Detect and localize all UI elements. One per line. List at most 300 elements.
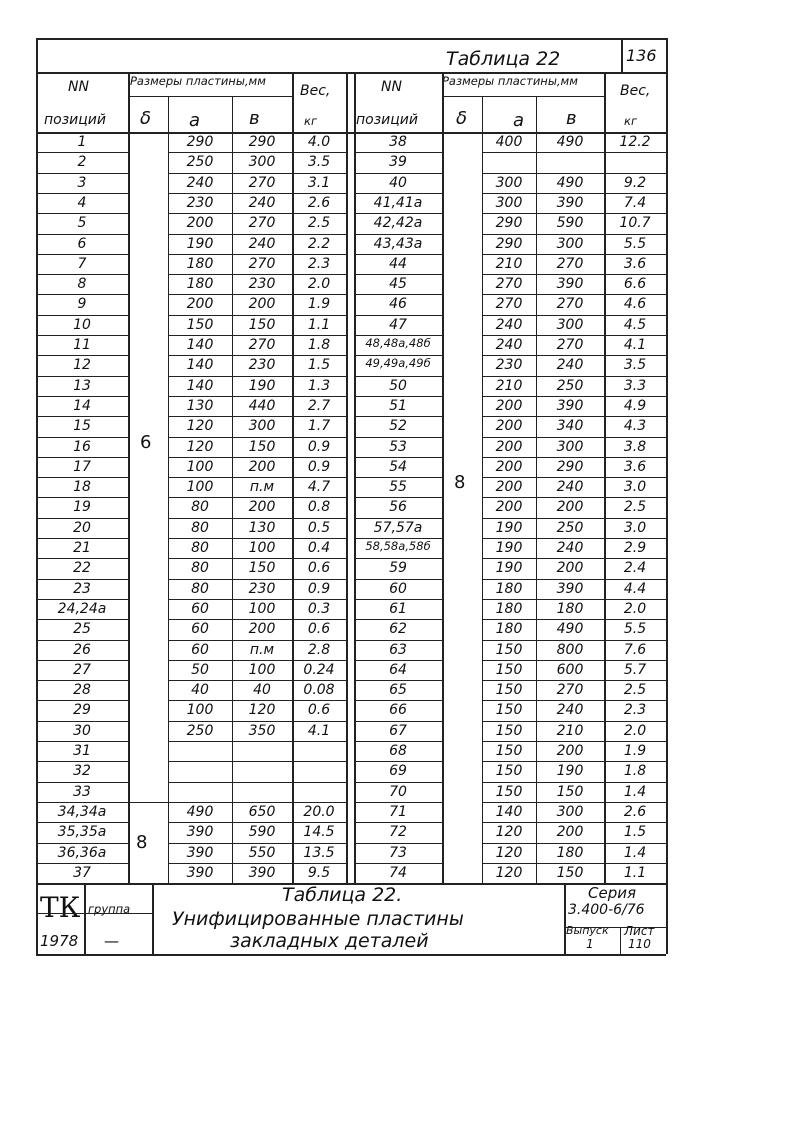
right-cell-a: 290 xyxy=(495,215,523,232)
left-cell-pos: 9 xyxy=(77,296,87,313)
right-cell-w: 4.1 xyxy=(623,337,647,353)
grid-line xyxy=(354,274,442,275)
grid-line xyxy=(354,152,442,153)
stamp-issue-label: Выпуск xyxy=(566,924,609,937)
right-cell-w: 1.9 xyxy=(623,743,647,759)
grid-line xyxy=(482,721,666,722)
left-cell-b: 270 xyxy=(248,174,276,191)
grid-line xyxy=(482,822,666,823)
right-cell-w: 3.6 xyxy=(623,255,647,272)
grid-line xyxy=(168,234,346,235)
right-cell-w: 4.3 xyxy=(623,418,647,435)
grid-line xyxy=(36,538,128,539)
left-cell-a: 490 xyxy=(186,803,214,820)
grid-line xyxy=(168,497,346,498)
right-cell-a: 270 xyxy=(495,276,523,293)
right-cell-w: 2.4 xyxy=(623,560,647,577)
col-weight-bottom-right: кг xyxy=(624,114,637,128)
right-cell-w: 5.5 xyxy=(623,235,647,252)
left-cell-pos: 30 xyxy=(73,722,91,739)
col-pos-top-right: NN xyxy=(381,79,402,95)
grid-line xyxy=(354,477,442,478)
grid-line xyxy=(354,437,442,438)
delta-group-8: 8 xyxy=(136,832,148,853)
right-cell-a: 300 xyxy=(495,194,523,211)
grid-line xyxy=(168,477,346,478)
grid-line xyxy=(354,802,442,803)
grid-line xyxy=(36,680,128,681)
grid-line xyxy=(482,274,666,275)
left-cell-w: 0.08 xyxy=(303,682,335,699)
right-cell-w: 3.6 xyxy=(623,458,647,475)
right-cell-a: 200 xyxy=(495,418,523,435)
left-cell-b: 650 xyxy=(248,803,276,820)
right-cell-a: 230 xyxy=(495,357,523,374)
col-b-right: в xyxy=(566,108,577,129)
stamp-group-value: — xyxy=(104,932,119,950)
grid-line xyxy=(354,355,442,356)
grid-line xyxy=(168,599,346,600)
grid-line xyxy=(168,457,346,458)
right-cell-a: 400 xyxy=(495,134,523,150)
grid-line xyxy=(36,254,128,255)
left-cell-a: 250 xyxy=(186,154,214,171)
right-cell-w: 2.0 xyxy=(623,600,647,617)
grid-line xyxy=(482,761,666,762)
right-cell-pos: 53 xyxy=(389,438,407,455)
right-cell-w: 1.1 xyxy=(623,864,647,881)
left-cell-pos: 15 xyxy=(73,418,91,435)
left-cell-w: 0.9 xyxy=(307,458,331,475)
left-cell-pos: 31 xyxy=(73,743,91,759)
left-cell-w: 0.6 xyxy=(307,560,331,577)
left-cell-a: 80 xyxy=(191,560,209,577)
grid-line xyxy=(168,355,346,356)
left-cell-a: 140 xyxy=(186,337,214,353)
right-cell-pos: 63 xyxy=(389,641,407,658)
delta-group-6: 6 xyxy=(140,432,152,453)
grid-line xyxy=(168,721,346,722)
left-cell-pos: 18 xyxy=(73,479,91,496)
right-cell-pos: 58,58а,58б xyxy=(365,539,431,553)
grid-line xyxy=(36,782,128,783)
right-cell-a: 300 xyxy=(495,174,523,191)
left-cell-w: 0.9 xyxy=(307,580,331,597)
left-cell-a: 100 xyxy=(186,458,214,475)
right-cell-a: 140 xyxy=(495,803,523,820)
left-cell-a: 180 xyxy=(186,255,214,272)
left-cell-a: 390 xyxy=(186,864,214,881)
grid-line xyxy=(168,843,346,844)
left-cell-pos: 6 xyxy=(77,235,87,252)
left-cell-pos: 37 xyxy=(73,864,91,881)
right-cell-pos: 46 xyxy=(389,296,407,313)
left-cell-pos: 34,34а xyxy=(57,803,107,820)
left-cell-pos: 23 xyxy=(73,580,91,597)
grid-line xyxy=(482,579,666,580)
grid-line xyxy=(482,315,666,316)
grid-line xyxy=(354,497,442,498)
grid-line xyxy=(36,38,38,954)
grid-line xyxy=(36,863,128,864)
grid-line xyxy=(168,376,346,377)
left-cell-pos: 8 xyxy=(77,276,87,293)
table-label: Таблица 22 xyxy=(446,48,561,70)
left-cell-b: 190 xyxy=(248,377,276,394)
right-cell-b: 590 xyxy=(556,215,584,232)
right-cell-pos: 61 xyxy=(389,600,407,617)
left-cell-b: 350 xyxy=(248,722,276,739)
stamp-sheet-value: 110 xyxy=(628,937,651,951)
right-cell-a: 180 xyxy=(495,580,523,597)
right-cell-b: 300 xyxy=(556,316,584,333)
right-cell-a: 190 xyxy=(495,519,523,536)
right-cell-a: 270 xyxy=(495,296,523,313)
grid-line xyxy=(482,396,666,397)
right-cell-b: 240 xyxy=(556,540,584,556)
left-cell-w: 1.5 xyxy=(307,357,331,374)
right-cell-w: 1.4 xyxy=(623,783,647,800)
grid-line xyxy=(482,497,666,498)
left-cell-b: п.м xyxy=(249,641,275,658)
grid-line xyxy=(36,843,128,844)
grid-line xyxy=(482,376,666,377)
left-cell-w: 3.5 xyxy=(307,154,331,171)
right-cell-a: 200 xyxy=(495,397,523,414)
right-cell-w: 2.5 xyxy=(623,499,647,516)
right-cell-pos: 72 xyxy=(389,824,407,841)
right-cell-w: 4.5 xyxy=(623,316,647,333)
left-cell-pos: 22 xyxy=(73,560,91,577)
right-cell-pos: 50 xyxy=(389,377,407,394)
grid-line xyxy=(354,416,442,417)
right-cell-b: 300 xyxy=(556,438,584,455)
grid-line xyxy=(482,152,666,153)
grid-line xyxy=(36,152,128,153)
grid-line xyxy=(168,863,346,864)
left-cell-w: 3.1 xyxy=(307,174,331,191)
right-cell-pos: 40 xyxy=(389,174,407,191)
grid-line xyxy=(36,72,666,74)
grid-line xyxy=(36,558,128,559)
left-cell-pos: 35,35а xyxy=(57,824,107,841)
right-cell-b: 240 xyxy=(556,357,584,374)
grid-line xyxy=(354,700,442,701)
grid-line xyxy=(442,72,444,883)
left-cell-a: 200 xyxy=(186,296,214,313)
right-cell-pos: 44 xyxy=(389,255,407,272)
left-cell-b: 120 xyxy=(248,702,276,719)
grid-line xyxy=(36,234,128,235)
left-cell-pos: 26 xyxy=(73,641,91,658)
stamp-group-label: группа xyxy=(88,902,131,916)
right-cell-b: 600 xyxy=(556,661,584,678)
right-cell-pos: 60 xyxy=(389,580,407,597)
drawing-sheet xyxy=(36,38,666,954)
grid-line xyxy=(36,883,666,885)
right-cell-a: 210 xyxy=(495,377,523,394)
right-cell-b: 250 xyxy=(556,519,584,536)
grid-line xyxy=(36,193,128,194)
left-cell-w: 0.8 xyxy=(307,499,331,516)
left-cell-b: 230 xyxy=(248,580,276,597)
right-cell-b: 200 xyxy=(556,560,584,577)
grid-line xyxy=(36,802,128,803)
grid-line xyxy=(36,497,128,498)
left-cell-w: 0.4 xyxy=(307,540,331,556)
grid-line xyxy=(36,173,128,174)
right-cell-pos: 55 xyxy=(389,479,407,496)
right-cell-w: 2.5 xyxy=(623,682,647,699)
grid-line xyxy=(168,173,346,174)
grid-line xyxy=(168,538,346,539)
grid-line xyxy=(354,254,442,255)
right-cell-w: 4.6 xyxy=(623,296,647,313)
grid-line xyxy=(168,741,346,742)
grid-line xyxy=(36,599,128,600)
grid-line xyxy=(168,558,346,559)
grid-line xyxy=(354,721,442,722)
grid-line xyxy=(84,883,86,954)
right-cell-w: 2.9 xyxy=(623,540,647,556)
left-cell-pos: 10 xyxy=(73,316,91,333)
left-cell-w: 1.7 xyxy=(307,418,331,435)
right-cell-pos: 73 xyxy=(389,844,407,861)
left-cell-w: 0.6 xyxy=(307,621,331,638)
grid-line xyxy=(482,518,666,519)
page-number: 136 xyxy=(626,46,657,65)
grid-line xyxy=(36,761,128,762)
left-cell-a: 60 xyxy=(191,641,209,658)
col-b: в xyxy=(249,108,260,129)
left-cell-w: 9.5 xyxy=(307,864,331,881)
left-cell-a: 250 xyxy=(186,722,214,739)
left-cell-pos: 4 xyxy=(77,194,87,211)
left-cell-w: 0.24 xyxy=(303,661,335,678)
right-cell-b: 180 xyxy=(556,600,584,617)
right-cell-w: 1.5 xyxy=(623,824,647,841)
left-cell-a: 190 xyxy=(186,235,214,252)
right-cell-a: 150 xyxy=(495,641,523,658)
grid-line xyxy=(354,213,442,214)
grid-line xyxy=(36,396,128,397)
right-cell-pos: 69 xyxy=(389,763,407,780)
right-cell-pos: 64 xyxy=(389,661,407,678)
grid-line xyxy=(482,213,666,214)
grid-line xyxy=(346,72,348,883)
right-cell-pos: 57,57а xyxy=(373,519,423,536)
grid-line xyxy=(128,72,130,883)
left-cell-a: 240 xyxy=(186,174,214,191)
grid-line xyxy=(36,660,128,661)
right-cell-pos: 68 xyxy=(389,743,407,759)
right-cell-pos: 70 xyxy=(389,783,407,800)
right-cell-a: 150 xyxy=(495,661,523,678)
right-cell-pos: 49,49а,49б xyxy=(365,356,431,371)
right-cell-w: 6.6 xyxy=(623,276,647,293)
right-cell-b: 150 xyxy=(556,783,584,800)
grid-line xyxy=(354,396,442,397)
col-pos-top: NN xyxy=(68,79,89,95)
left-cell-b: 300 xyxy=(248,418,276,435)
right-cell-w: 3.3 xyxy=(623,377,647,394)
left-cell-b: 130 xyxy=(248,519,276,536)
right-cell-w: 4.4 xyxy=(623,580,647,597)
grid-line xyxy=(36,518,128,519)
col-a: a xyxy=(189,110,201,131)
left-cell-w: 2.7 xyxy=(307,397,331,414)
left-cell-pos: 3 xyxy=(77,174,87,191)
left-cell-w: 1.1 xyxy=(307,316,331,333)
grid-line xyxy=(354,640,442,641)
grid-line xyxy=(482,538,666,539)
grid-line xyxy=(168,680,346,681)
right-cell-b: 270 xyxy=(556,255,584,272)
stamp-sheet-label: Лист xyxy=(624,924,655,938)
right-cell-a: 200 xyxy=(495,479,523,496)
left-cell-pos: 20 xyxy=(73,519,91,536)
right-cell-w: 1.8 xyxy=(623,763,647,780)
right-cell-w: 1.4 xyxy=(623,844,647,861)
grid-line xyxy=(354,863,442,864)
left-cell-b: п.м xyxy=(249,479,275,496)
grid-line xyxy=(36,579,128,580)
right-cell-pos: 67 xyxy=(389,722,407,739)
grid-line xyxy=(36,355,128,356)
right-cell-pos: 45 xyxy=(389,276,407,293)
grid-line xyxy=(168,619,346,620)
grid-line xyxy=(354,315,442,316)
grid-line xyxy=(36,294,128,295)
right-cell-w: 9.2 xyxy=(623,174,647,191)
right-cell-pos: 38 xyxy=(389,134,407,150)
right-cell-pos: 41,41а xyxy=(373,194,423,211)
left-cell-w: 2.2 xyxy=(307,235,331,252)
col-weight-bottom: кг xyxy=(304,114,317,128)
left-cell-pos: 21 xyxy=(73,540,91,556)
left-cell-a: 80 xyxy=(191,540,209,556)
grid-line xyxy=(168,802,346,803)
grid-line xyxy=(168,437,346,438)
right-cell-a: 200 xyxy=(495,458,523,475)
left-cell-b: 100 xyxy=(248,600,276,617)
grid-line xyxy=(354,457,442,458)
col-pos-bottom: позиций xyxy=(44,112,106,128)
grid-line xyxy=(354,193,442,194)
left-cell-a: 100 xyxy=(186,702,214,719)
left-cell-a: 60 xyxy=(191,600,209,617)
grid-line xyxy=(482,640,666,641)
grid-line xyxy=(36,741,128,742)
grid-line xyxy=(354,579,442,580)
grid-line xyxy=(168,822,346,823)
left-cell-a: 80 xyxy=(191,499,209,516)
grid-line xyxy=(482,416,666,417)
grid-line xyxy=(482,700,666,701)
right-cell-pos: 47 xyxy=(389,316,407,333)
left-cell-w: 20.0 xyxy=(303,803,335,820)
grid-line xyxy=(482,173,666,174)
grid-line xyxy=(482,437,666,438)
grid-line xyxy=(168,294,346,295)
left-cell-b: 200 xyxy=(248,296,276,313)
col-weight-top: Вес, xyxy=(300,83,331,99)
left-cell-pos: 2 xyxy=(77,154,87,171)
grid-line xyxy=(620,927,621,954)
left-cell-w: 0.5 xyxy=(307,519,331,536)
grid-line xyxy=(36,376,128,377)
right-cell-a: 190 xyxy=(495,540,523,556)
right-cell-a: 150 xyxy=(495,743,523,759)
grid-line xyxy=(168,640,346,641)
left-cell-w: 2.5 xyxy=(307,215,331,232)
grid-line xyxy=(482,457,666,458)
left-cell-b: 230 xyxy=(248,276,276,293)
right-cell-b: 490 xyxy=(556,134,584,150)
col-delta-right: δ xyxy=(456,108,468,129)
grid-line xyxy=(482,782,666,783)
left-cell-b: 590 xyxy=(248,824,276,841)
left-cell-pos: 24,24а xyxy=(57,600,107,617)
grid-line xyxy=(354,619,442,620)
grid-line xyxy=(168,315,346,316)
right-cell-w: 12.2 xyxy=(619,134,651,150)
grid-line xyxy=(482,741,666,742)
right-cell-a: 200 xyxy=(495,499,523,516)
grid-line xyxy=(482,294,666,295)
right-cell-b: 150 xyxy=(556,864,584,881)
grid-line xyxy=(168,396,346,397)
right-cell-b: 490 xyxy=(556,174,584,191)
right-cell-pos: 62 xyxy=(389,621,407,638)
grid-line xyxy=(482,802,666,803)
grid-line xyxy=(36,913,152,914)
left-cell-pos: 17 xyxy=(73,458,91,475)
right-cell-a: 240 xyxy=(495,337,523,353)
grid-line xyxy=(36,416,128,417)
right-cell-pos: 74 xyxy=(389,864,407,881)
right-cell-a: 240 xyxy=(495,316,523,333)
grid-line xyxy=(564,883,566,954)
right-cell-b: 390 xyxy=(556,580,584,597)
left-cell-b: 150 xyxy=(248,316,276,333)
left-cell-a: 120 xyxy=(186,418,214,435)
left-cell-pos: 1 xyxy=(77,134,87,150)
right-cell-b: 390 xyxy=(556,194,584,211)
col-sizes-right: Размеры пластины,мм xyxy=(442,74,578,88)
grid-line xyxy=(36,954,666,956)
left-cell-a: 40 xyxy=(191,682,209,699)
grid-line xyxy=(168,700,346,701)
right-cell-a: 210 xyxy=(495,255,523,272)
right-cell-b: 240 xyxy=(556,702,584,719)
right-cell-w: 2.0 xyxy=(623,722,647,739)
right-cell-a: 120 xyxy=(495,844,523,861)
left-cell-b: 300 xyxy=(248,154,276,171)
grid-line xyxy=(168,335,346,336)
col-a-right: a xyxy=(513,110,525,131)
grid-line xyxy=(168,213,346,214)
grid-line xyxy=(354,335,442,336)
grid-line xyxy=(354,538,442,539)
right-cell-a: 120 xyxy=(495,864,523,881)
right-cell-pos: 54 xyxy=(389,458,407,475)
grid-line xyxy=(36,822,128,823)
col-delta: δ xyxy=(140,108,152,129)
right-cell-b: 200 xyxy=(556,743,584,759)
grid-line xyxy=(354,518,442,519)
right-cell-w: 3.0 xyxy=(623,519,647,536)
